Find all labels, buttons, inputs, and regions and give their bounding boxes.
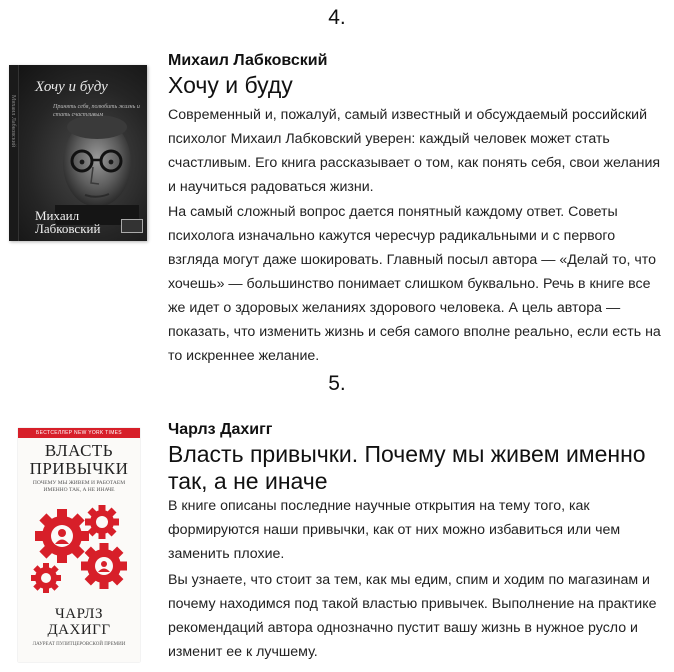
book-author: Чарлз Дахигг [168,421,273,438]
spine-text: Михаил Лабковский [10,95,16,148]
cover-author-first: Михаил [35,208,80,223]
cover-author-last: ДАХИГГ [47,622,111,638]
cover-title-line: ВЛАСТЬ [44,441,114,460]
cover-author-first: ЧАРЛЗ [55,606,103,622]
book-title[interactable]: Хочу и буду [168,72,293,98]
cover-subtitle: ПОЧЕМУ МЫ ЖИВЕМ И РАБОТАЕМ ИМЕННО ТАК, А НЕ ИНАЧЕ [32,480,126,493]
cover-title: Хочу и буду [35,79,108,95]
cover-author [18,606,140,638]
cover-title [18,442,140,478]
item-number: 4. [328,6,346,29]
cover-author-last: Лабковский [35,221,101,236]
cover-title-line: ПРИВЫЧКИ [29,459,129,478]
book-description: Современный и, пожалуй, самый известный и обсуждаемый российский психолог Михаил Лабковский уверен: каждый человек может стать счастливым. Его книга рассказывает о том, как понять себя, свои желания и научиться радоваться жизни. [168,107,661,195]
book-description: На самый сложный вопрос дается понятный каждому ответ. Советы психолога изначально кажутся чересчур радикальными и с первого взгляда могут даже шокировать. Главный посыл автора — «Делай то, что хочешь» — большинство понимает слишком буквально. Речь в книге все же идет о здоровых желаниях здорового человека. А цель автора — показать, что изменить жизнь и себя самого вполне реально, если есть на то искреннее желание. [168,204,661,364]
book-cover[interactable] [18,428,140,662]
book-author: Михаил Лабковский [168,52,328,69]
book-description: Вы узнаете, что стоит за тем, как мы едим, спим и ходим по магазинам и почему находимся под такой властью привычек. Выполнение на практике рекомендаций автора однозначно пустит вашу жизнь в нужное русло и изменит ее к лучшему. [168,572,657,660]
book-description: В книге описаны последние научные открытия на тему того, как формируются наши привычки, как от них можно избавиться или чем заменить плохие. [168,498,621,562]
cover-subtitle: Принять себя, полюбить жизнь и стать счастливым [53,104,140,118]
award-caption: ЛАУРЕАТ ПУЛИТЦЕРОВСКОЙ ПРЕМИИ [32,642,126,647]
gears-illustration [24,500,134,600]
item-number: 5. [328,372,346,395]
book-cover[interactable] [9,65,147,241]
bestseller-banner: БЕСТСЕЛЛЕР NEW YORK TIMES [18,428,140,438]
cover-author [35,209,100,235]
book-title[interactable]: Власть привычки. Почему мы живем именно так, а не иначе [168,441,646,494]
author-portrait [49,105,141,225]
publisher-sticker [121,219,143,233]
book-spine [9,65,19,241]
